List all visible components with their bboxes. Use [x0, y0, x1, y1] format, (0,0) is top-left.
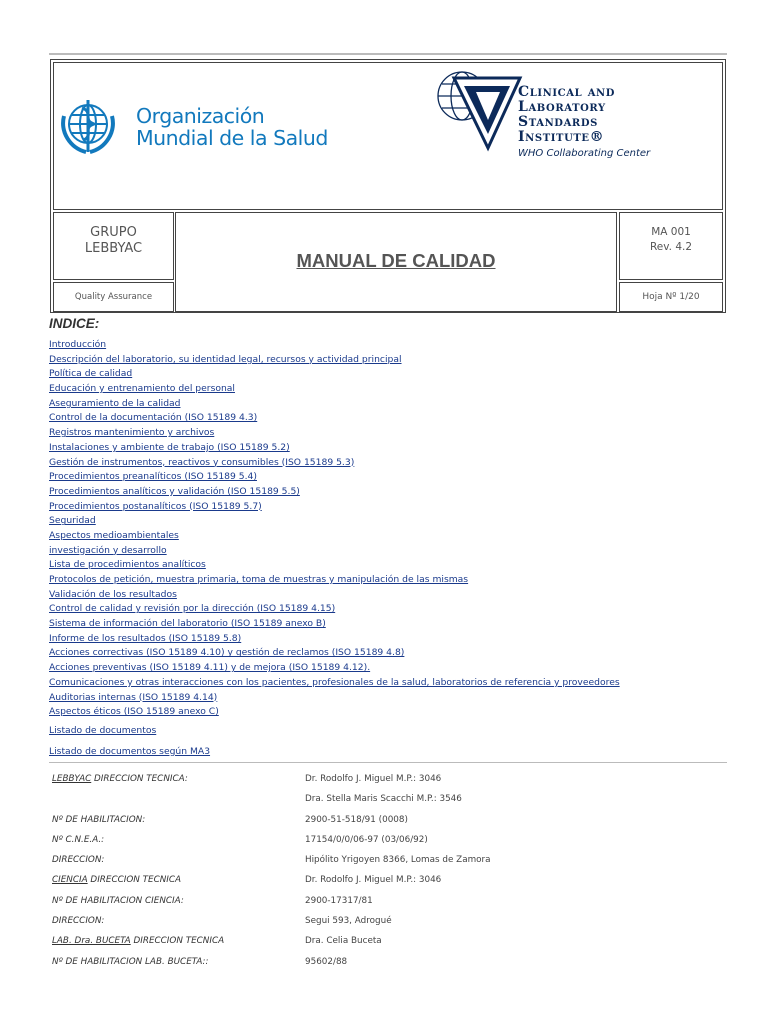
- toc-link[interactable]: Listado de documentos: [49, 724, 157, 736]
- toc-item: [49, 529, 620, 544]
- toc-link[interactable]: Lista de procedimientos analíticos: [49, 559, 206, 571]
- group-cell: [53, 212, 174, 280]
- info-label-underlined: CIENCIA: [52, 875, 88, 886]
- toc-link[interactable]: Seguridad: [49, 515, 96, 527]
- toc-item: [49, 397, 620, 412]
- info-value: 17154/0/0/06-97 (03/06/92): [305, 834, 428, 845]
- clsi-line-2: Laboratory: [518, 99, 606, 115]
- toc-item: [49, 411, 620, 426]
- info-label: [52, 813, 145, 827]
- toc-item: [49, 705, 620, 720]
- lab-info-table: [52, 772, 722, 975]
- info-label: [52, 873, 181, 887]
- info-row: [52, 873, 722, 893]
- group-line-2: LEBBYAC: [84, 241, 143, 256]
- toc-item: [49, 676, 620, 691]
- document-title: MANUAL DE CALIDAD: [296, 250, 496, 271]
- page-number: Hoja Nº 1/20: [642, 292, 700, 302]
- toc-item: [49, 691, 620, 706]
- toc-item: [49, 745, 620, 762]
- toc-item: [49, 485, 620, 500]
- who-emblem-icon: [56, 94, 120, 158]
- toc-link[interactable]: Aspectos medioambientales: [49, 529, 179, 541]
- toc-item: [49, 632, 620, 647]
- info-value: Dra. Stella Maris Scacchi M.P.: 3546: [305, 794, 462, 805]
- info-label-text: Nº C.N.E.A.:: [52, 834, 105, 845]
- info-label-text: DIRECCION TECNICA: [87, 875, 182, 886]
- document-code: MA 001: [651, 226, 691, 238]
- toc-link[interactable]: Listado de documentos según MA3: [49, 745, 211, 757]
- info-value: Dr. Rodolfo J. Miguel M.P.: 3046: [305, 774, 442, 784]
- info-label-text: DIRECCION:: [52, 916, 105, 927]
- oms-name: [136, 105, 328, 149]
- toc-item: [49, 661, 620, 676]
- toc-item: [49, 602, 620, 617]
- info-value: 95602/88: [305, 956, 348, 967]
- info-row: [52, 914, 722, 934]
- info-label-text: Nº DE HABILITACION CIENCIA:: [52, 895, 184, 906]
- toc-link[interactable]: Acciones preventivas (ISO 15189 4.11) y de mejora (ISO 15189 4.12).: [49, 662, 371, 674]
- info-value: Dra. Celia Buceta: [305, 936, 382, 947]
- toc-link[interactable]: Aspectos éticos (ISO 15189 anexo C): [49, 706, 219, 718]
- info-row: [52, 833, 722, 853]
- info-label: [52, 955, 208, 969]
- info-value: 2900-51-518/91 (0008): [305, 814, 408, 825]
- document-revision: Rev. 4.2: [649, 241, 693, 253]
- toc-item: [49, 617, 620, 632]
- toc-link[interactable]: Procedimientos postanalíticos (ISO 15189 5.7): [49, 500, 262, 512]
- toc-item: [49, 573, 620, 588]
- toc-item: [49, 514, 620, 529]
- page-cell: [619, 282, 723, 312]
- toc-link[interactable]: Gestión de instrumentos, reactivos y consumibles (ISO 15189 5.3): [49, 456, 355, 468]
- index-heading: INDICE:: [49, 316, 100, 331]
- toc-link[interactable]: Instalaciones y ambiente de trabajo (ISO 15189 5.2): [49, 441, 290, 453]
- table-of-contents: [49, 338, 620, 762]
- toc-link[interactable]: Procedimientos preanalíticos (ISO 15189 5.4): [49, 471, 257, 483]
- clsi-line-1: Clinical and: [518, 84, 616, 100]
- clsi-name: [518, 85, 615, 145]
- section-divider: [49, 762, 727, 763]
- info-label-text: DIRECCION TECNICA: [130, 936, 225, 947]
- info-value: Dr. Rodolfo J. Miguel M.P.: 3046: [305, 875, 442, 886]
- info-label-text: DIRECCION TECNICA:: [91, 774, 188, 784]
- info-row: [52, 934, 722, 954]
- title-cell: [175, 212, 617, 312]
- toc-item: [49, 338, 620, 353]
- toc-link[interactable]: Auditorias internas (ISO 15189 4.14): [49, 691, 218, 703]
- clsi-line-4: Institute®: [518, 129, 605, 145]
- toc-item: [49, 382, 620, 397]
- toc-item: [49, 441, 620, 456]
- code-cell: [619, 212, 723, 280]
- toc-link[interactable]: Introducción: [49, 339, 107, 350]
- info-label: [52, 914, 104, 928]
- toc-item: [49, 646, 620, 661]
- toc-item: [49, 353, 620, 368]
- info-label-text: DIRECCION:: [52, 855, 105, 866]
- info-row: [52, 792, 722, 812]
- info-label: [52, 853, 104, 867]
- toc-link[interactable]: Política de calidad: [49, 368, 133, 380]
- toc-link[interactable]: Informe de los resultados (ISO 15189 5.8): [49, 632, 242, 644]
- info-row: [52, 853, 722, 873]
- group-line-1: GRUPO: [90, 225, 137, 240]
- info-value: 2900-17317/81: [305, 895, 373, 906]
- info-label: [52, 934, 224, 948]
- toc-item: [49, 456, 620, 471]
- info-row: [52, 894, 722, 914]
- info-value: Segui 593, Adrogué: [305, 916, 392, 927]
- info-label-text: Nº DE HABILITACION LAB. BUCETA::: [52, 956, 209, 967]
- oms-line-1: Organización: [136, 104, 265, 128]
- info-row: [52, 955, 722, 975]
- quality-cell: [53, 282, 174, 312]
- toc-item: [49, 544, 620, 559]
- toc-link[interactable]: Control de la documentación (ISO 15189 4.3): [49, 412, 258, 424]
- logo-banner: [53, 62, 723, 210]
- toc-link[interactable]: Protocolos de petición, muestra primaria, toma de muestras y manipulación de las mismas: [49, 574, 469, 585]
- info-label-underlined: LAB. Dra. BUCETA: [52, 936, 131, 947]
- quality-label: Quality Assurance: [74, 292, 153, 302]
- clsi-subtitle: WHO Collaborating Center: [518, 148, 651, 159]
- toc-link[interactable]: Sistema de información del laboratorio (ISO 15189 anexo B): [49, 618, 326, 630]
- top-rule: [49, 53, 727, 55]
- clsi-line-3: Standards: [518, 114, 598, 130]
- toc-item: [49, 426, 620, 441]
- toc-link[interactable]: investigación y desarrollo: [49, 544, 167, 556]
- toc-link[interactable]: Procedimientos analíticos y validación (ISO 15189 5.5): [49, 485, 300, 497]
- info-label: [52, 894, 184, 908]
- info-label: [52, 833, 104, 847]
- info-label-underlined: LEBBYAC: [52, 774, 92, 784]
- info-label: [52, 772, 188, 786]
- toc-link[interactable]: Validación de los resultados: [49, 588, 177, 600]
- info-value: Hipólito Yrigoyen 8366, Lomas de Zamora: [305, 855, 491, 866]
- toc-item: [49, 470, 620, 485]
- toc-link[interactable]: Acciones correctivas (ISO 15189 4.10) y gestión de reclamos (ISO 15189 4.8): [49, 647, 405, 659]
- toc-item: [49, 500, 620, 515]
- toc-link[interactable]: Registros mantenimiento y archivos: [49, 427, 215, 439]
- toc-link[interactable]: Aseguramiento de la calidad: [49, 397, 181, 409]
- oms-line-2: Mundial de la Salud: [136, 126, 328, 150]
- header-table: [50, 59, 726, 313]
- toc-item: [49, 588, 620, 603]
- info-label-text: Nº DE HABILITACION:: [52, 814, 146, 825]
- toc-link[interactable]: Comunicaciones y otras interacciones con los pacientes, profesionales de la salud, laboratorios de referencia y proveedores: [49, 676, 620, 688]
- clsi-globe-icon: [434, 66, 526, 152]
- toc-link[interactable]: Descripción del laboratorio, su identidad legal, recursos y actividad principal: [49, 353, 402, 365]
- toc-link[interactable]: Control de calidad y revisión por la dirección (ISO 15189 4.15): [49, 603, 336, 615]
- toc-item: [49, 367, 620, 382]
- info-row: [52, 813, 722, 833]
- toc-item: [49, 558, 620, 573]
- toc-link[interactable]: Educación y entrenamiento del personal: [49, 383, 235, 395]
- toc-item: [49, 724, 620, 741]
- info-row: [52, 772, 722, 792]
